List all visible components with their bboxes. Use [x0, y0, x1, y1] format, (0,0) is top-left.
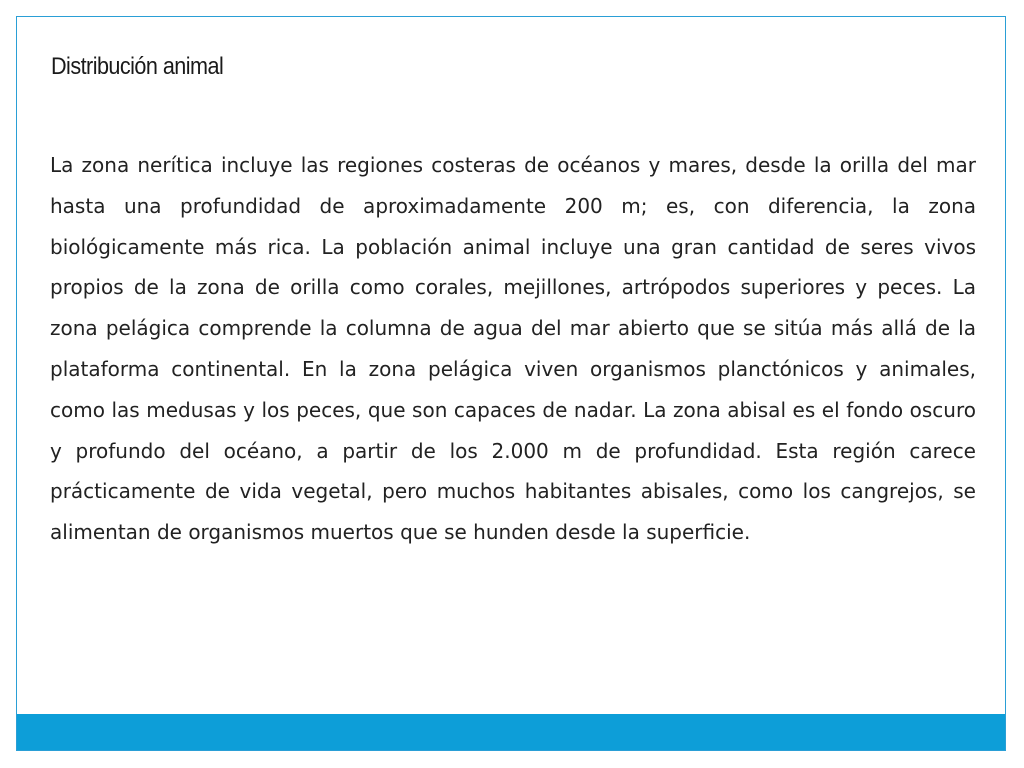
- slide-title: Distribución animal: [51, 53, 224, 80]
- footer-bar: [17, 714, 1005, 750]
- slide-frame: [16, 16, 1006, 751]
- slide-body-text: La zona nerítica incluye las regiones costeras de océanos y mares, desde la orilla del mar hasta una profundidad de aproximadamente 200 m; es, con diferencia, la zona biológicamente más rica. La población animal incluye una gran cantidad de seres vivos propios de la zona de orilla como corales, mejillones, artrópodos superiores y peces. La zona pelágica comprende la columna de agua del mar abierto que se sitúa más allá de la plataforma continental. En la zona pelágica viven organismos planctónicos y animales, como las medusas y los peces, que son capaces de nadar. La zona abisal es el fondo oscuro y profundo del océano, a partir de los 2.000 m de profundidad. Esta región carece prácticamente de vida vegetal, pero muchos habitantes abisales, como los cangrejos, se alimentan de organismos muertos que se hunden desde la superficie.: [50, 153, 976, 545]
